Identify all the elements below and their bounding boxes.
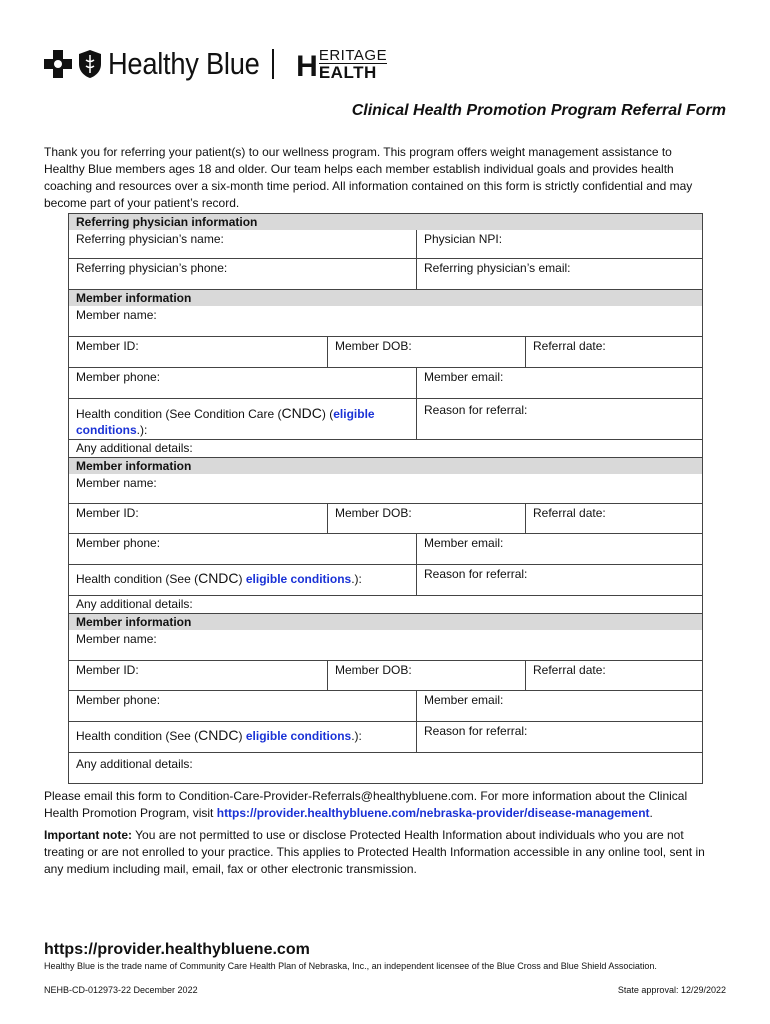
condition-suffix-text: .): <box>136 423 148 437</box>
health-condition-field[interactable] <box>69 399 416 439</box>
member-details-row <box>69 439 702 457</box>
heritage-top-text: ERITAGE <box>318 46 388 64</box>
member-name-field[interactable]: Member name: <box>76 632 157 646</box>
important-note-label: Important note: <box>44 828 132 842</box>
referral-reason-field[interactable]: Reason for referral: <box>416 399 702 439</box>
member-section-heading: Member information <box>69 457 702 474</box>
condition-suffix-text: .): <box>351 572 362 586</box>
important-note <box>44 827 724 878</box>
brand-name: Healthy Blue <box>108 46 260 81</box>
member-phone-field[interactable]: Member phone: <box>76 370 161 384</box>
important-note-text: You are not permitted to use or disclose Protected Health Information about individuals who you are not treating or are not enrolled to your practice. This applies to Protected Health Information accessible in any online tool, sent in any medium including mail, email, fax or other electronic transmission. <box>44 828 705 876</box>
member-section-heading: Member information <box>69 613 702 630</box>
member-id-row <box>69 336 702 367</box>
member-phone-field[interactable]: Member phone: <box>76 536 161 550</box>
health-condition-field[interactable] <box>69 722 416 752</box>
health-condition-label: Health condition (See ( <box>76 572 199 586</box>
member-section-heading: Member information <box>69 289 702 306</box>
blue-shield-icon <box>78 49 102 79</box>
cndc-label: CNDC <box>281 405 322 421</box>
heritage-initial: H <box>296 49 318 83</box>
trade-name-notice: Healthy Blue is the trade name of Community Care Health Plan of Nebraska, Inc., an independent licensee of the Blue Cross and Blue Shield Association. <box>44 961 657 971</box>
member-name-row <box>69 306 702 336</box>
logo-row <box>44 44 387 84</box>
condition-mid-text: ) <box>238 729 246 743</box>
condition-mid-text: ) <box>238 572 246 586</box>
health-condition-field[interactable] <box>69 565 416 595</box>
member-id-field[interactable]: Member ID: <box>76 663 139 677</box>
intro-paragraph: Thank you for referring your patient(s) to our wellness program. This program offers weight management assistance to Healthy Blue members ages 18 and older. Our team helps each member establish individual goals and provides health coaching and resources over a six-month time period. All information contained on this form is strictly confidential and may become part of your patient’s record. <box>44 145 693 210</box>
physician-row-1 <box>69 230 702 258</box>
disease-management-link[interactable]: https://provider.healthybluene.com/nebraska-provider/disease-management <box>216 806 650 820</box>
logo-divider <box>272 49 274 79</box>
member-id-field[interactable]: Member ID: <box>76 339 139 353</box>
cndc-label: CNDC <box>198 570 239 586</box>
member-condition-row <box>69 398 702 439</box>
physician-email-field[interactable]: Referring physician’s email: <box>416 259 702 289</box>
member-email-field[interactable]: Member email: <box>416 691 702 721</box>
member-phone-row <box>69 367 702 398</box>
heritage-health-logo <box>296 48 387 81</box>
eligible-conditions-link[interactable]: eligible conditions <box>76 407 375 437</box>
member-id-field[interactable]: Member ID: <box>76 506 139 520</box>
physician-section-heading: Referring physician information <box>69 214 702 230</box>
referral-reason-field[interactable]: Reason for referral: <box>416 565 702 595</box>
heritage-bottom-text: EALTH <box>318 62 377 82</box>
additional-details-field[interactable]: Any additional details: <box>76 441 193 455</box>
member-name-field[interactable]: Member name: <box>76 476 157 490</box>
bcbs-logo <box>44 49 102 79</box>
condition-suffix-text: .): <box>351 729 362 743</box>
referral-date-field[interactable]: Referral date: <box>525 504 702 533</box>
member-id-row <box>69 660 702 690</box>
footer-url[interactable]: https://provider.healthybluene.com <box>44 941 310 958</box>
eligible-conditions-link[interactable]: eligible conditions <box>245 729 352 743</box>
additional-details-field[interactable]: Any additional details: <box>76 757 193 771</box>
health-condition-label: Health condition (See Condition Care ( <box>76 407 282 421</box>
referral-date-field[interactable]: Referral date: <box>525 337 702 367</box>
member-phone-row <box>69 533 702 564</box>
member-condition-row <box>69 721 702 752</box>
physician-npi-field[interactable]: Physician NPI: <box>416 230 702 258</box>
member-email-field[interactable]: Member email: <box>416 368 702 398</box>
referral-reason-field[interactable]: Reason for referral: <box>416 722 702 752</box>
physician-row-2 <box>69 258 702 289</box>
email-instructions-text: Please email this form to Condition-Care-Provider-Referrals@healthybluene.com. For more information about the Clinical Health Promotion Program, visit <box>44 789 688 820</box>
referral-form-table <box>68 213 703 784</box>
referral-date-field[interactable]: Referral date: <box>525 661 702 690</box>
member-name-field[interactable]: Member name: <box>76 308 157 322</box>
member-name-row <box>69 630 702 660</box>
document-code: NEHB-CD-012973-22 December 2022 <box>44 985 198 995</box>
blue-cross-icon <box>44 50 72 78</box>
member-phone-field[interactable]: Member phone: <box>76 693 161 707</box>
additional-details-field[interactable]: Any additional details: <box>76 597 193 611</box>
member-dob-field[interactable]: Member DOB: <box>327 504 525 533</box>
condition-mid-text: ) ( <box>321 407 334 421</box>
state-approval: State approval: 12/29/2022 <box>617 985 726 995</box>
form-title: Clinical Health Promotion Program Referral Form <box>351 102 726 119</box>
member-name-row <box>69 474 702 503</box>
member-dob-field[interactable]: Member DOB: <box>327 337 525 367</box>
member-condition-row <box>69 564 702 595</box>
health-condition-label: Health condition (See ( <box>76 729 199 743</box>
member-details-row <box>69 595 702 613</box>
member-dob-field[interactable]: Member DOB: <box>327 661 525 690</box>
member-details-row <box>69 752 702 783</box>
physician-phone-field[interactable]: Referring physician’s phone: <box>76 261 228 275</box>
physician-name-field[interactable]: Referring physician’s name: <box>76 232 224 246</box>
member-email-field[interactable]: Member email: <box>416 534 702 564</box>
eligible-conditions-link[interactable]: eligible conditions <box>245 572 352 586</box>
email-instructions <box>44 788 724 822</box>
cndc-label: CNDC <box>198 727 239 743</box>
member-id-row <box>69 503 702 533</box>
email-instructions-end: . <box>649 806 653 820</box>
member-phone-row <box>69 690 702 721</box>
